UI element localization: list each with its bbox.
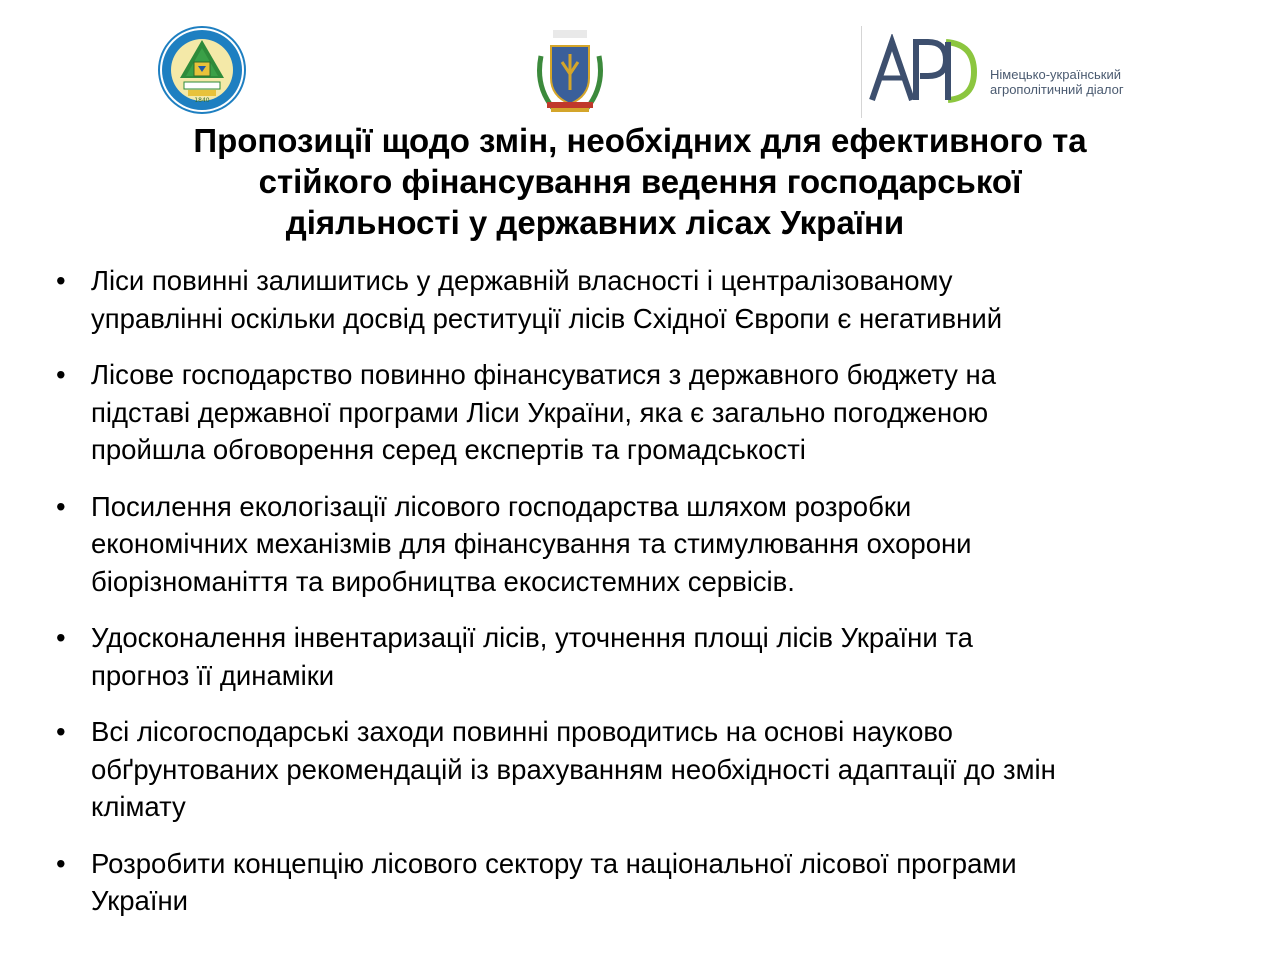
list-item-line: Всі лісогосподарські заходи повинні проводитись на основі науково: [91, 716, 953, 747]
apd-caption-line2: агрополітичний діалог: [990, 82, 1124, 97]
bullet-icon: •: [56, 359, 66, 390]
logo-divider: [861, 26, 862, 118]
list-item-line: економічних механізмів для фінансування та стимулювання охорони: [91, 528, 972, 559]
list-item: [56, 262, 1256, 337]
list-item-line: біорізноманіття та виробництва екосистемних сервісів.: [91, 565, 795, 597]
list-item-line: пройшла обговорення серед експертів та громадськості: [91, 434, 806, 465]
title-line: стійкого фінансування ведення господарської: [258, 163, 1022, 200]
list-item-line: прогноз її динаміки: [91, 659, 335, 691]
coat-of-arms-logo: [533, 26, 607, 114]
bullet-icon: •: [56, 490, 66, 522]
list-item: [56, 488, 1256, 601]
bullet-icon: •: [56, 265, 66, 296]
list-item-line: підставі державної програми Ліси України, яка є загально погодженою: [91, 396, 989, 428]
list-item: [56, 845, 1256, 920]
list-item-line: Посилення екологізації лісового господарства шляхом розробки: [91, 490, 912, 522]
emblem-year: 1840: [194, 97, 210, 104]
list-item-line: управлінні оскільки досвід реституції лісів Східної Європи є негативний: [91, 302, 1003, 334]
list-item-line: Удосконалення інвентаризації лісів, уточнення площі лісів України та: [91, 622, 973, 653]
proposal-list: [56, 262, 1256, 939]
list-item-line: Ліси повинні залишитись у державній власності і централізованому: [91, 265, 953, 296]
list-item-line: України: [91, 885, 189, 916]
title-line: діяльності у державних лісах України: [285, 204, 905, 241]
list-item: [56, 619, 1256, 694]
list-item: [56, 356, 1256, 469]
list-item-line: Розробити концепцію лісового сектору та національної лісової програми: [91, 847, 1017, 879]
list-item-line: клімату: [91, 791, 186, 822]
list-item-line: обґрунтованих рекомендацій із врахуванням необхідності адаптації до змін: [91, 753, 1056, 785]
list-item: [56, 713, 1256, 826]
list-item-line: Лісове господарство повинно фінансуватися з державного бюджету на: [91, 359, 997, 390]
logo-header: [0, 0, 1280, 120]
university-emblem-logo: [158, 26, 246, 114]
page-title: [60, 120, 1220, 243]
apd-caption-line1: Німецько-український: [990, 67, 1121, 82]
title-line: Пропозиції щодо змін, необхідних для ефективного та: [193, 122, 1087, 159]
apd-logo: [868, 34, 980, 106]
bullet-icon: •: [56, 622, 66, 653]
bullet-icon: •: [56, 847, 66, 879]
bullet-icon: •: [56, 716, 66, 747]
apd-caption: [990, 67, 1124, 97]
